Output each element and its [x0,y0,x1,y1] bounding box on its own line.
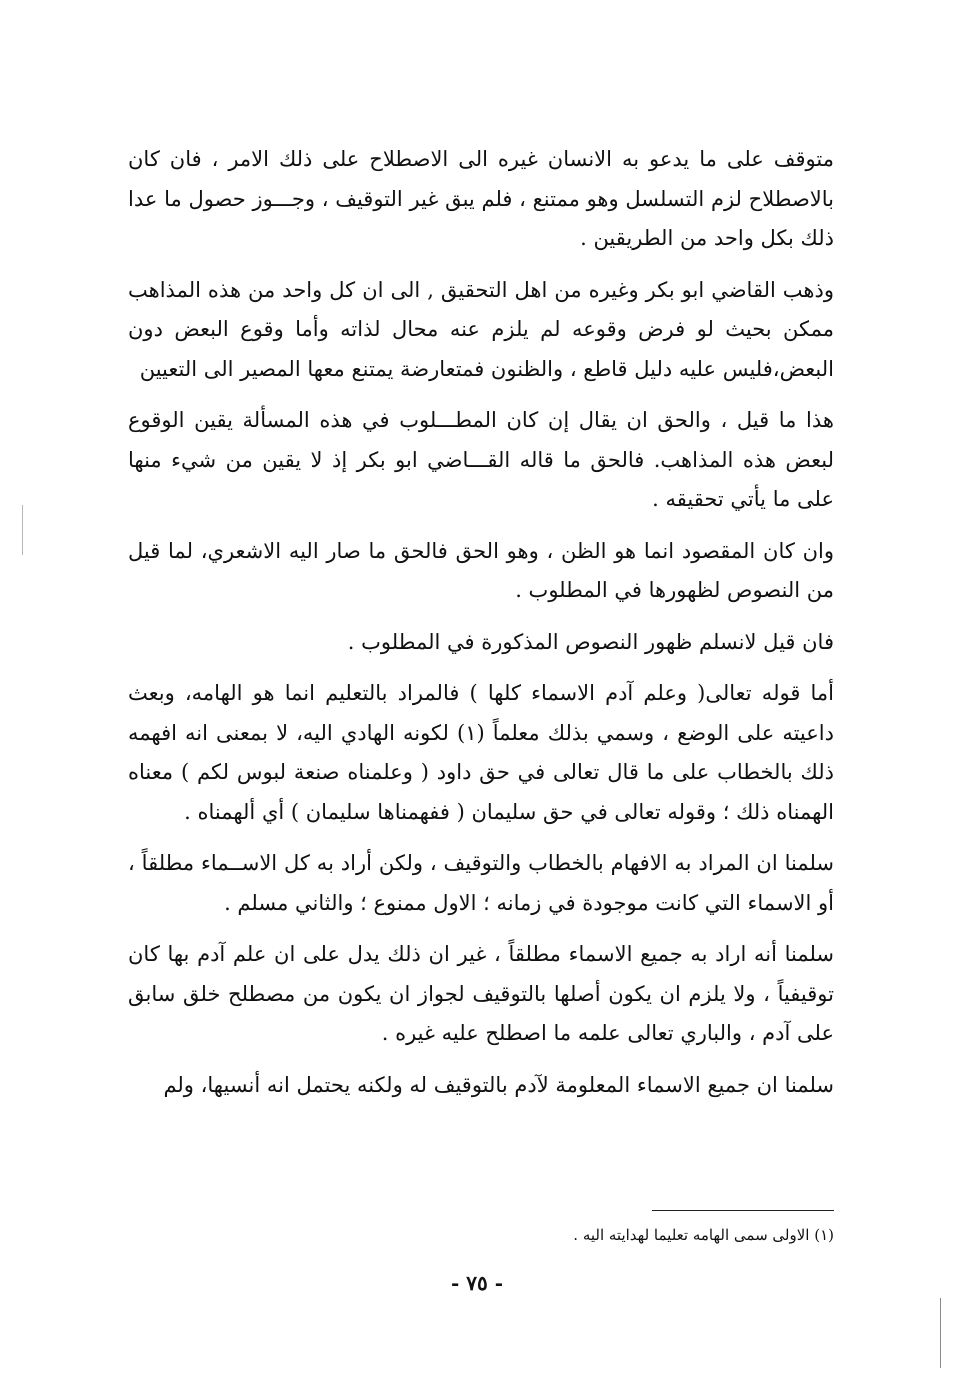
paragraph: سلمنا أنه اراد به جميع الاسماء مطلقاً ، غير ان ذلك يدل على ان علم آدم بها كان توقيفياً ، ولا يلزم ان يكون أصلها بالتوقيف لجواز ان يكون من مصطلح خلق سابق على آدم ، والباري تعالى علمه ما اصطلح عليه غيره . [128,942,834,1045]
paragraph: وذهب القاضي ابو بكر وغيره من اهل التحقيق , الى ان كل واحد من هذه المذاهب ممكن بحيث لو فرض وقوعه لم يلزم عنه محال لذاته وأما وقوع البعض دون البعض،فليس عليه دليل قاطع ، والظنون فمتعارضة يمتنع معها المصير الى التعيين [128,277,834,381]
footnote: (١) الاولى سمى الهامه تعليما لهدايته اليه . [573,1226,834,1244]
scan-artifact-line [940,1298,941,1368]
footnote-separator [652,1210,834,1211]
paragraph: أما قوله تعالى( وعلم آدم الاسماء كلها ) فالمراد بالتعليم انما هو الهامه، وبعث داعيته على الوضع ، وسمي بذلك معلماً (١) لكونه الهادي اليه، لا بمعنى انه افهمه ذلك بالخطاب على ما قال تعالى في حق داود ( وعلمناه صنعة لبوس لكم ) معناه الهمناه ذلك ؛ وقوله تعالى في حق سليمان ( ففهمناها سليمان ) أي ألهمناه . [128,681,834,824]
paragraph: وان كان المقصود انما هو الظن ، وهو الحق فالحق ما صار اليه الاشعري، لما قيل من النصوص لظهورها في المطلوب . [128,538,834,602]
scan-artifact-line [22,505,23,555]
paragraph: متوقف على ما يدعو به الانسان غيره الى الاصطلاح على ذلك الامر ، فان كان بالاصطلاح لزم التسلسل وهو ممتنع ، فلم يبق غير التوقيف ، وجـــوز حصول ما عدا ذلك بكل واحد من الطريقين . [128,147,834,250]
paragraph: سلمنا ان جميع الاسماء المعلومة لآدم بالتوقيف له ولكنه يحتمل انه أنسيها، ولم [163,1072,834,1097]
page-number: - ٧٥ - [450,1271,503,1295]
paragraph: سلمنا ان المراد به الافهام بالخطاب والتوقيف ، ولكن أراد به كل الاســماء مطلقاً ، أو الاسماء التي كانت موجودة في زمانه ؛ الاول ممنوع ؛ والثاني مسلم . [128,851,834,915]
main-text [128,140,834,1105]
paragraph: فان قيل لانسلم ظهور النصوص المذكورة في المطلوب . [347,629,834,654]
paragraph: هذا ما قيل ، والحق ان يقال إن كان المطـــلوب في هذه المسألة يقين الوقوع لبعض هذه المذاهب. فالحق ما قاله القـــاضي ابو بكر إذ لا يقين من شيء منها على ما يأتي تحقيقه . [128,408,834,511]
